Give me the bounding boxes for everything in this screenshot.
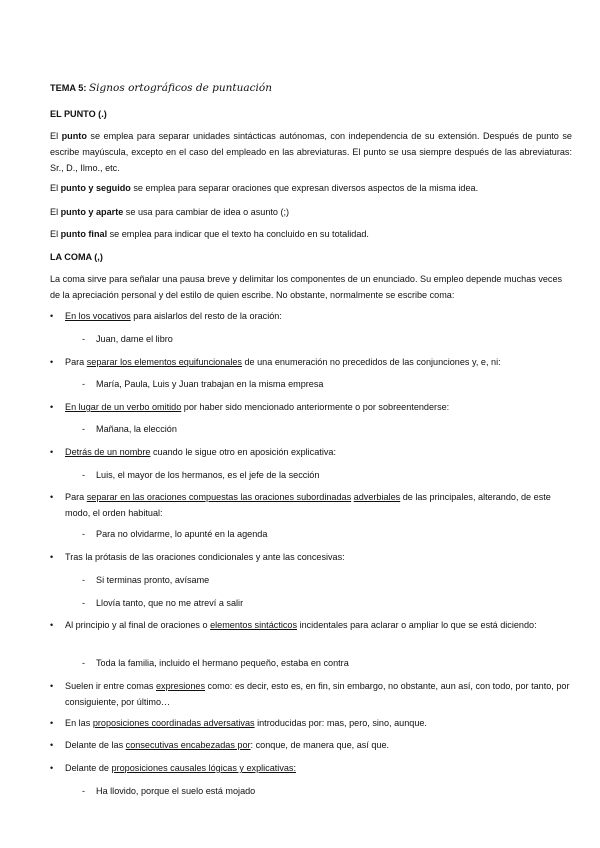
- dash-icon: -: [82, 334, 86, 344]
- b7-pre: Al principio y al final de oraciones o: [65, 620, 211, 630]
- bullet-icon: •: [50, 552, 54, 562]
- dash-icon: -: [82, 529, 86, 539]
- final-b: se emplea para indicar que el texto ha concluido en su totalidad.: [107, 229, 369, 239]
- b5-example: Para no olvidarme, lo apunté en la agenda: [96, 529, 268, 539]
- page-title: [50, 80, 570, 96]
- b9-rest: introducidas por: mas, pero, sino, aunque.: [254, 718, 427, 728]
- seguido-bold: punto y seguido: [60, 183, 131, 193]
- punto-aparte-paragraph: [50, 204, 570, 220]
- dash-icon: -: [82, 379, 86, 389]
- dash-icon: -: [82, 575, 86, 585]
- final-bold: punto final: [60, 229, 108, 239]
- bullet-icon: •: [50, 620, 54, 630]
- heading-punto: EL PUNTO (.): [50, 109, 107, 119]
- punto-final-paragraph: [50, 226, 570, 242]
- b4-rest: cuando le sigue otro en aposición explicativa:: [150, 447, 336, 457]
- dash-icon: -: [82, 786, 86, 796]
- bullet-icon: •: [50, 681, 54, 691]
- dash-icon: -: [82, 470, 86, 480]
- b7-underlined: elementos sintácticos: [210, 620, 298, 630]
- bullet-icon: •: [50, 357, 54, 367]
- bullet-icon: •: [50, 402, 54, 412]
- title-label: TEMA 5:: [50, 83, 87, 93]
- final-a: El: [50, 229, 61, 239]
- aparte-bold: punto y aparte: [60, 207, 124, 217]
- b3-rest: por haber sido mencionado anteriormente o por sobreentenderse:: [181, 402, 450, 412]
- b2-example: María, Paula, Luis y Juan trabajan en la misma empresa: [96, 379, 324, 389]
- bullet-icon: •: [50, 447, 54, 457]
- bullet-icon: •: [50, 492, 54, 502]
- dash-icon: -: [82, 658, 86, 668]
- b11-pre: Delante de: [65, 763, 112, 773]
- seguido-b: se emplea para separar oraciones que expresan diversos aspectos de la misma idea.: [130, 183, 479, 193]
- bullet-icon: •: [50, 718, 54, 728]
- bullet-icon: •: [50, 763, 54, 773]
- dash-icon: -: [82, 424, 86, 434]
- b5-underlined-1: separar en las oraciones compuestas las oraciones subordinadas: [86, 492, 352, 502]
- bullet-icon: •: [50, 311, 54, 321]
- b2-underlined: separar los elementos equifuncionales: [86, 357, 242, 367]
- bullet-icon: •: [50, 740, 54, 750]
- b8-underlined: expresiones: [155, 681, 206, 691]
- seguido-a: El: [50, 183, 61, 193]
- aparte-b: se usa para cambiar de idea o asunto (;): [123, 207, 290, 217]
- punto-seguido-paragraph: [50, 180, 570, 196]
- b8-pre: Suelen ir entre comas: [65, 681, 156, 691]
- title-subject: Signos ortográficos de puntuación: [88, 82, 272, 94]
- punto-intro-paragraph: [50, 128, 572, 176]
- punto-intro-bold: punto: [61, 131, 87, 141]
- b2-pre: Para: [65, 357, 87, 367]
- b6-example-1: Si terminas pronto, avísame: [96, 575, 210, 585]
- b7-example: Toda la familia, incluido el hermano pequeño, estaba en contra: [96, 658, 349, 668]
- aparte-a: El: [50, 207, 61, 217]
- b11-underlined: proposiciones causales lógicas y explicativas:: [111, 763, 297, 773]
- b1-example: Juan, dame el libro: [96, 334, 173, 344]
- punto-intro-b: se emplea para separar unidades sintácticas autónomas, con independencia de su extensión. Después de punto se escribe mayúscula, excepto en el caso del empleado en las abreviaturas. El punto se usa siempre después de las abreviaturas: Sr., D., Ilmo., etc.: [50, 131, 572, 173]
- b10-underlined: consecutivas encabezadas por: [125, 740, 251, 750]
- b9-pre: En las: [65, 718, 93, 728]
- b3-underlined: En lugar de un verbo omitido: [65, 402, 182, 412]
- b3-example: Mañana, la elección: [96, 424, 177, 434]
- punto-intro-a: El: [50, 131, 62, 141]
- b1-rest: para aislarlos del resto de la oración:: [130, 311, 282, 321]
- b11-example: Ha llovido, porque el suelo está mojado: [96, 786, 256, 796]
- b6-text: Tras la prótasis de las oraciones condicionales y ante las concesivas:: [65, 552, 345, 562]
- b9-underlined: proposiciones coordinadas adversativas: [92, 718, 255, 728]
- b6-example-2: Llovía tanto, que no me atreví a salir: [96, 598, 244, 608]
- b10-rest: : conque, de manera que, así que.: [250, 740, 390, 750]
- dash-icon: -: [82, 598, 86, 608]
- b10-pre: Delante de las: [65, 740, 126, 750]
- heading-coma: LA COMA (,): [50, 252, 103, 262]
- b4-example: Luis, el mayor de los hermanos, es el jefe de la sección: [96, 470, 320, 480]
- b2-rest: de una enumeración no precedidos de las conjunciones y, e, ni:: [241, 357, 501, 367]
- b4-underlined: Detrás de un nombre: [65, 447, 151, 457]
- b5-underlined-2: adverbiales: [353, 492, 401, 502]
- b5-pre: Para: [65, 492, 87, 502]
- b1-underlined: En los vocativos: [65, 311, 131, 321]
- b5-rest: de las principales, alterando, de este modo, el orden habitual:: [65, 492, 551, 518]
- b7-rest: incidentales para aclarar o ampliar lo que se está diciendo:: [297, 620, 537, 630]
- coma-intro-paragraph: La coma sirve para señalar una pausa breve y delimitar los componentes de un enunciado. Su empleo depende muchas veces de la apreciación personal y del estilo de quien escribe. No obstante, normalmente se escribe coma:: [50, 274, 563, 300]
- b8-rest: como: es decir, esto es, en fin, sin embargo, no obstante, aun así, con todo, por tanto, por consiguiente, por último…: [65, 681, 570, 707]
